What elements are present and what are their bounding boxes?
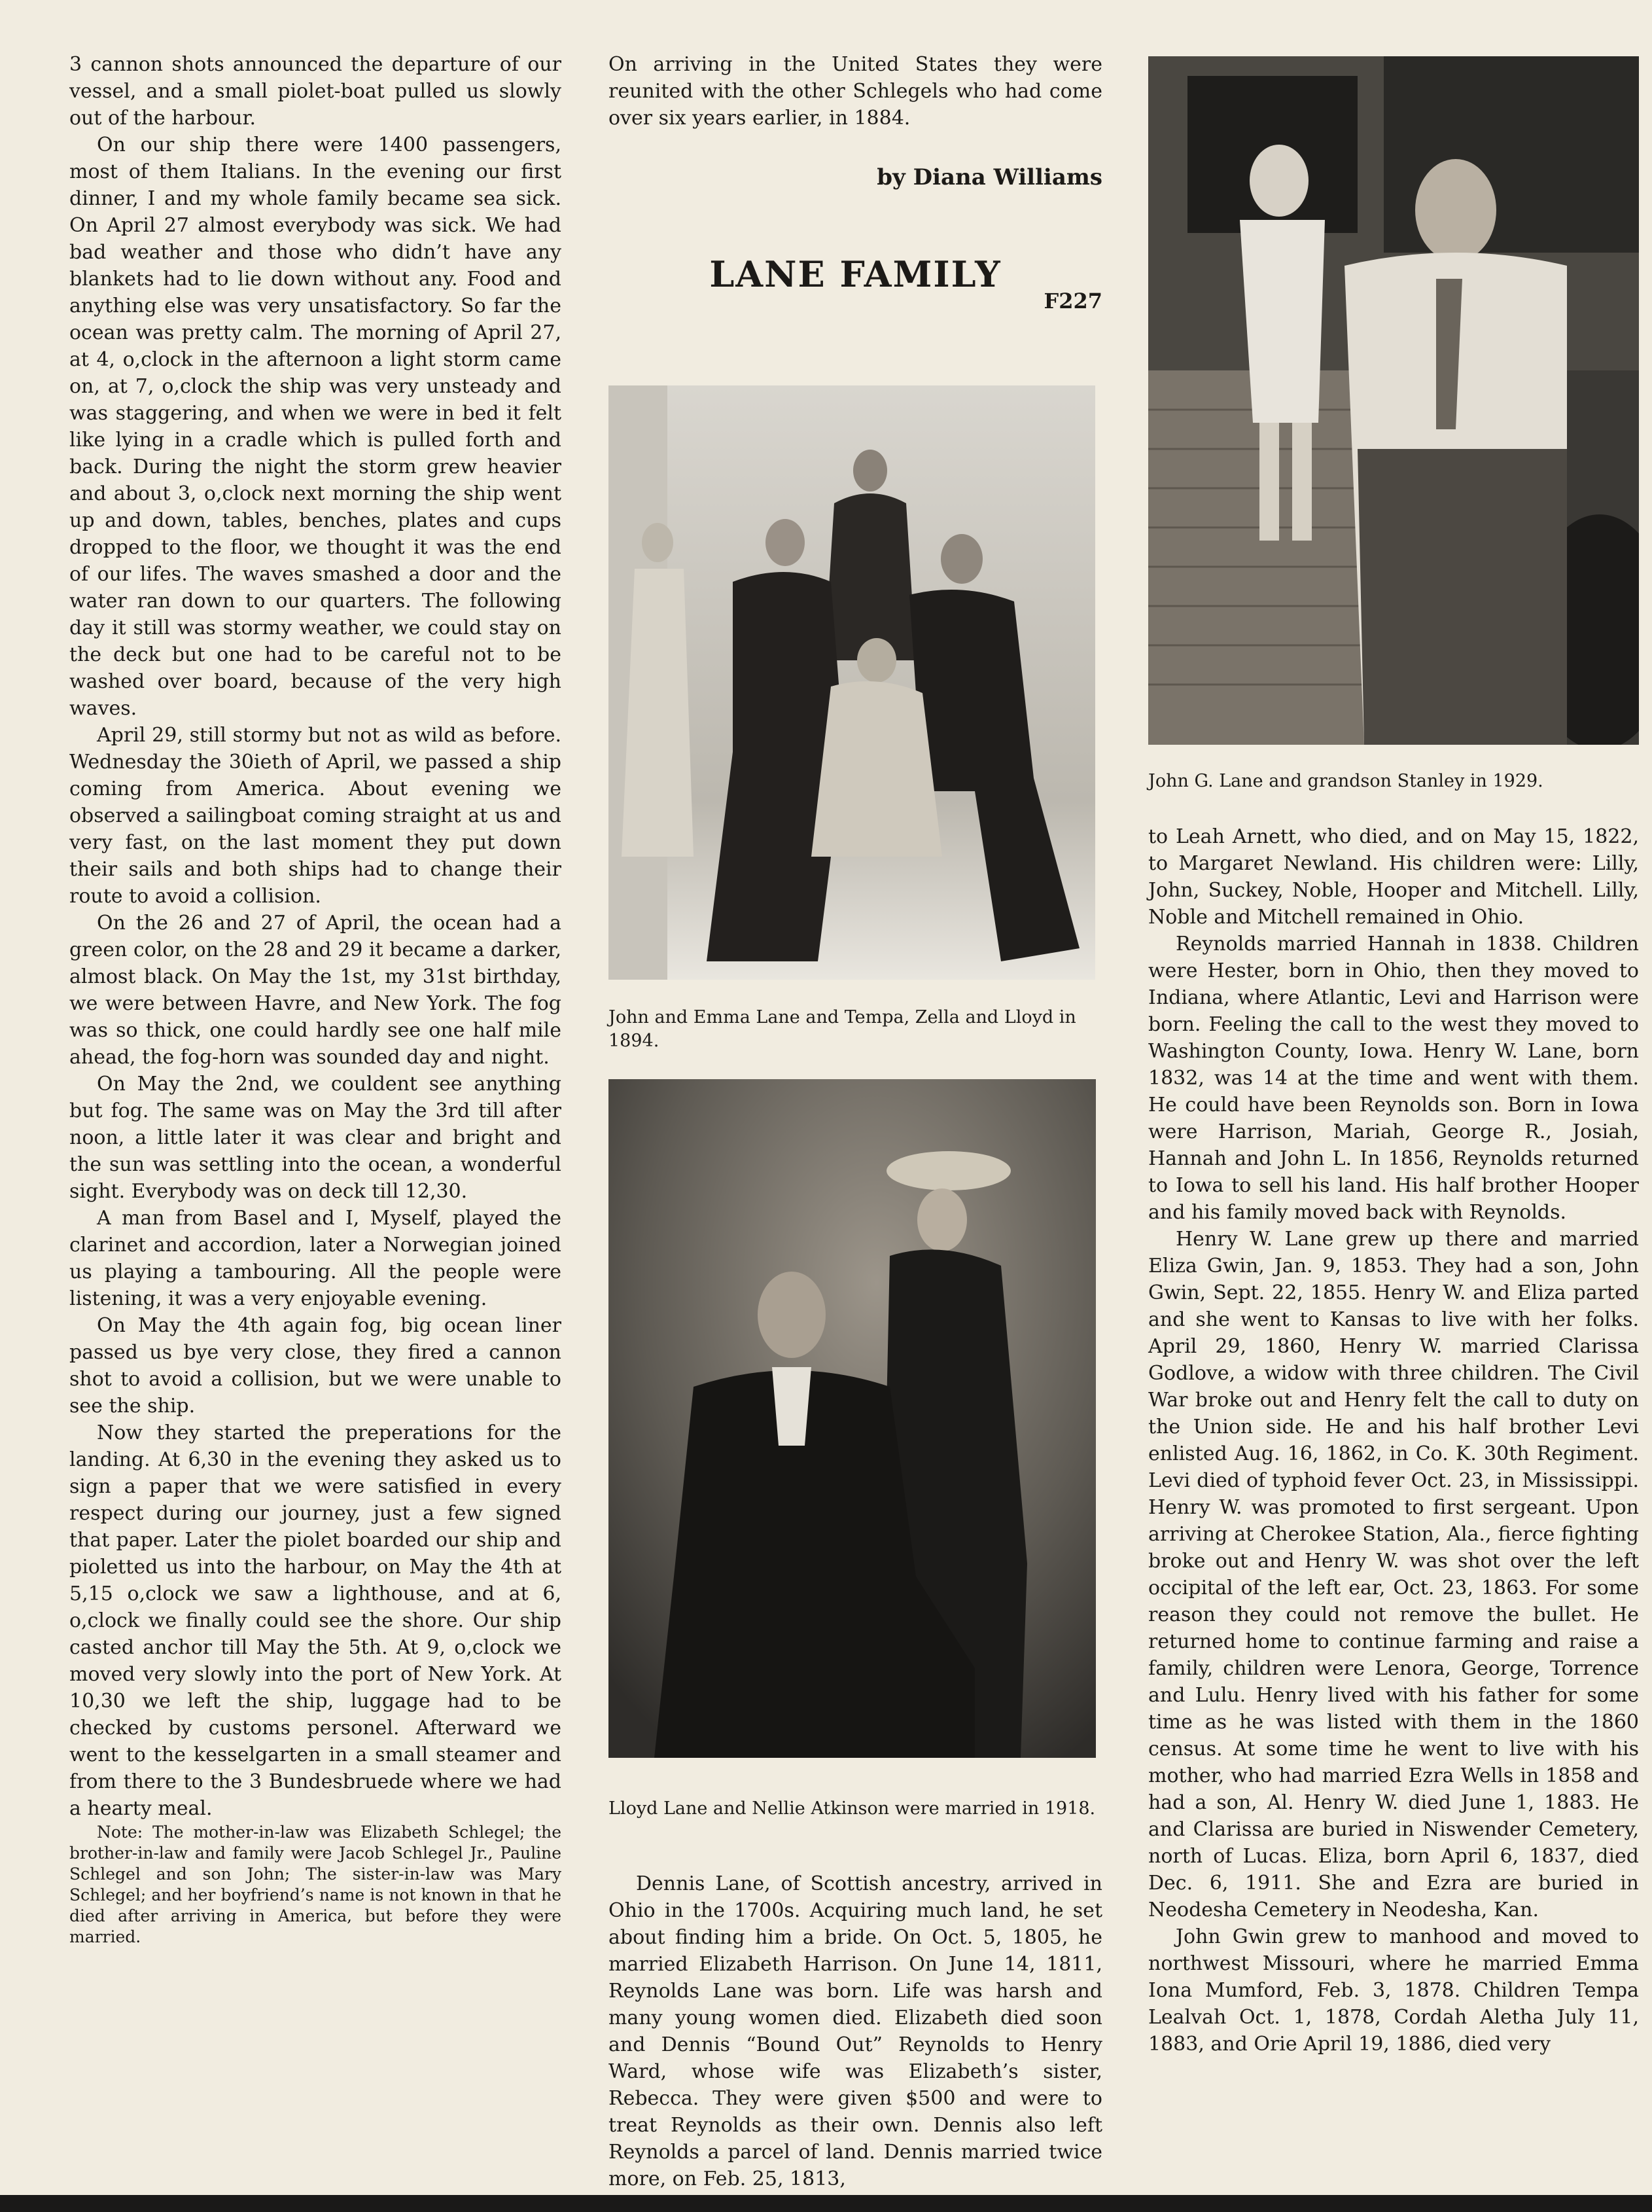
col3-paragraph: to Leah Arnett, who died, and on May 15, 1822, to Margaret Newland. His children were: Lilly, John, Suckey, Noble, Hooper and Mitchell. Lilly, Noble and Mitchell remained in Ohio. — [1148, 825, 1639, 929]
column-1 — [69, 51, 561, 1948]
photo-caption-1894: John and Emma Lane and Tempa, Zella and Lloyd in 1894. — [608, 1007, 1076, 1051]
col1-paragraph: On May the 2nd, we couldent see anything but fog. The same was on May the 3rd till after noon, a little later it was clear and bright and the sun was settling into the ocean, a wonderful sight. Everybody was on deck till 12,30. — [69, 1073, 561, 1203]
page-bottom-edge — [0, 2195, 1652, 2212]
col2-intro: On arriving in the United States they were reunited with the other Schlegels who had come over six years earlier, in 1884. — [608, 53, 1102, 130]
wedding-portrait-photo — [608, 1079, 1096, 1758]
photo-caption-1918: Lloyd Lane and Nellie Atkinson were married in 1918. — [608, 1798, 1096, 1819]
col3-paragraph: Henry W. Lane grew up there and married Eliza Gwin, Jan. 9, 1853. They had a son, John Gwin, Sept. 22, 1855. Henry W. and Eliza parted and she went to Kansas to live with her folks. April 29, 1860, Henry W. married Clarissa Godlove, a widow with three children. The Civil War broke out and Henry felt the call to duty on the Union side. He and his half brother Levi enlisted Aug. 16, 1862, in Co. K. 30th Regiment. Levi died of typhoid fever Oct. 23, in Mississippi. Henry W. was promoted to first sergeant. Upon arriving at Cherokee Station, Ala., fierce fighting broke out and Henry W. was shot over the left occipital of the left ear, Oct. 23, 1863. For some reason they could not remove the bullet. He returned home to continue farming and raise a family, children were Lenora, George, Torrence and Lulu. Henry lived with his father for some time as he was listed with them in the 1860 census. At some time he went to live with his mother, who had married Ezra Wells in 1858 and had a son, Al. Henry W. died June 1, 1883. He and Clarissa are buried in Niswender Cemetery, north of Lucas. Eliza, born April 6, 1837, died Dec. 6, 1911. She and Ezra are buried in Neodesha Cemetery in Neodesha, Kan. — [1148, 1228, 1639, 1921]
col1-paragraph: On our ship there were 1400 passengers, most of them Italians. In the evening our first dinner, I and my whole family became sea sick. On April 27 almost everybody was sick. We had bad weather and those who didn’t have any blankets had to lie down without any. Food and anything else was very unsatisfactory. So far the ocean was pretty calm. The morning of April 27, at 4, o,clock in the afternoon a light storm came on, at 7, o,clock the ship was very unsteady and was staggering, and when we were in bed it felt like lying in a cradle which is pulled forth and back. During the night the storm grew heavier and about 3, o,clock next morning the ship went up and down, tables, benches, plates and cups dropped to the floor, we thought it was the end of our lifes. The waves smashed a door and the water ran down to our quarters. The following day it still was stormy weather, we could stay on the deck but one had to be careful not to be washed over board, because of the very high waves. — [69, 134, 561, 720]
photo-caption-1929: John G. Lane and grandson Stanley in 1929. — [1148, 771, 1543, 791]
col1-paragraph: On May the 4th again fog, big ocean liner passed us bye very close, they fired a cannon shot to avoid a collision, but we were unable to see the ship. — [69, 1314, 561, 1418]
col1-paragraph: On the 26 and 27 of April, the ocean had a green color, on the 28 and 29 it became a darker, almost black. On May the 1st, my 31st birthday, we were between Havre, and New York. The fog was so thick, one could hardly see one half mile ahead, the fog-horn was sounded day and night. — [69, 912, 561, 1069]
column-3 — [1148, 51, 1639, 2058]
byline: by Diana Williams — [877, 164, 1102, 190]
col1-paragraph: Now they started the preperations for the landing. At 6,30 in the evening they asked us to sign a paper that we were satisfied in every respect during our journey, just a few signed that paper. Later the piolet boarded our ship and pioletted us into the harbour, on May the 4th at 5,15 o,clock we saw a lighthouse, and at 6, o,clock we finally could see the shore. Our ship casted anchor till May the 5th. At 9, o,clock we moved very slowly into the port of New York. At 10,30 we left the ship, luggage had to be checked by customs personel. Afterward we went to the kesselgarten in a small steamer and from there to the 3 Bundesbruede where we had a hearty meal. — [69, 1421, 561, 1820]
family-group-photo — [608, 385, 1095, 980]
grandfather-grandson-photo — [1148, 56, 1639, 745]
col1-paragraph: A man from Basel and I, Myself, played the clarinet and accordion, later a Norwegian joined us playing a tambouring. All the people were listening, it was a very enjoyable evening. — [69, 1207, 561, 1310]
col3-paragraph: John Gwin grew to manhood and moved to northwest Missouri, where he married Emma Iona Mumford, Feb. 3, 1878. Children Tempa Lealvah Oct. 1, 1878, Cordah Aletha July 11, 1883, and Orie April 19, 1886, died very — [1148, 1925, 1639, 2056]
col3-paragraph: Reynolds married Hannah in 1838. Children were Hester, born in Ohio, then they moved to Indiana, where Atlantic, Levi and Harrison were born. Feeling the call to the west they moved to Washington County, Iowa. Henry W. Lane, born 1832, was 14 at the time and went with them. He could have been Reynolds son. Born in Iowa were Harrison, Mariah, George R., Josiah, Hannah and John L. In 1856, Reynolds returned to Iowa to sell his land. His half brother Hooper and his family moved back with Reynolds. — [1148, 933, 1639, 1224]
col2-paragraph: Dennis Lane, of Scottish ancestry, arrived in Ohio in the 1700s. Acquiring much land, he set about finding him a bride. On Oct. 5, 1805, he married Elizabeth Harrison. On June 14, 1811, Reynolds Lane was born. Life was harsh and many young women died. Elizabeth died soon and Dennis “Bound Out” Reynolds to Henry Ward, whose wife was Elizabeth’s sister, Rebecca. They were given $500 and were to treat Reynolds as their own. Dennis also left Reynolds a parcel of land. Dennis married twice more, on Feb. 25, 1813, — [608, 1872, 1102, 2190]
col1-note-paragraph: Note: The mother-in-law was Elizabeth Schlegel; the brother-in-law and family were Jacob Schlegel Jr., Pauline Schlegel and son John; The sister-in-law was Mary Schlegel; and her boyfriend’s name is not known in that he died after arriving in America, but before they were married. — [69, 1823, 561, 1946]
column-2 — [608, 51, 1102, 2192]
col1-paragraph: April 29, still stormy but not as wild as before. Wednesday the 30ieth of April, we passed a ship coming from America. About evening we observed a sailingboat coming straight at us and very fast, on the last moment they put down their sails and both ships had to change their route to avoid a collision. — [69, 724, 561, 908]
family-code: F227 — [1044, 289, 1102, 313]
col1-paragraph: 3 cannon shots announced the departure of our vessel, and a small piolet-boat pulled us slowly out of the harbour. — [69, 53, 561, 130]
article-heading: LANE FAMILY — [709, 253, 1002, 295]
